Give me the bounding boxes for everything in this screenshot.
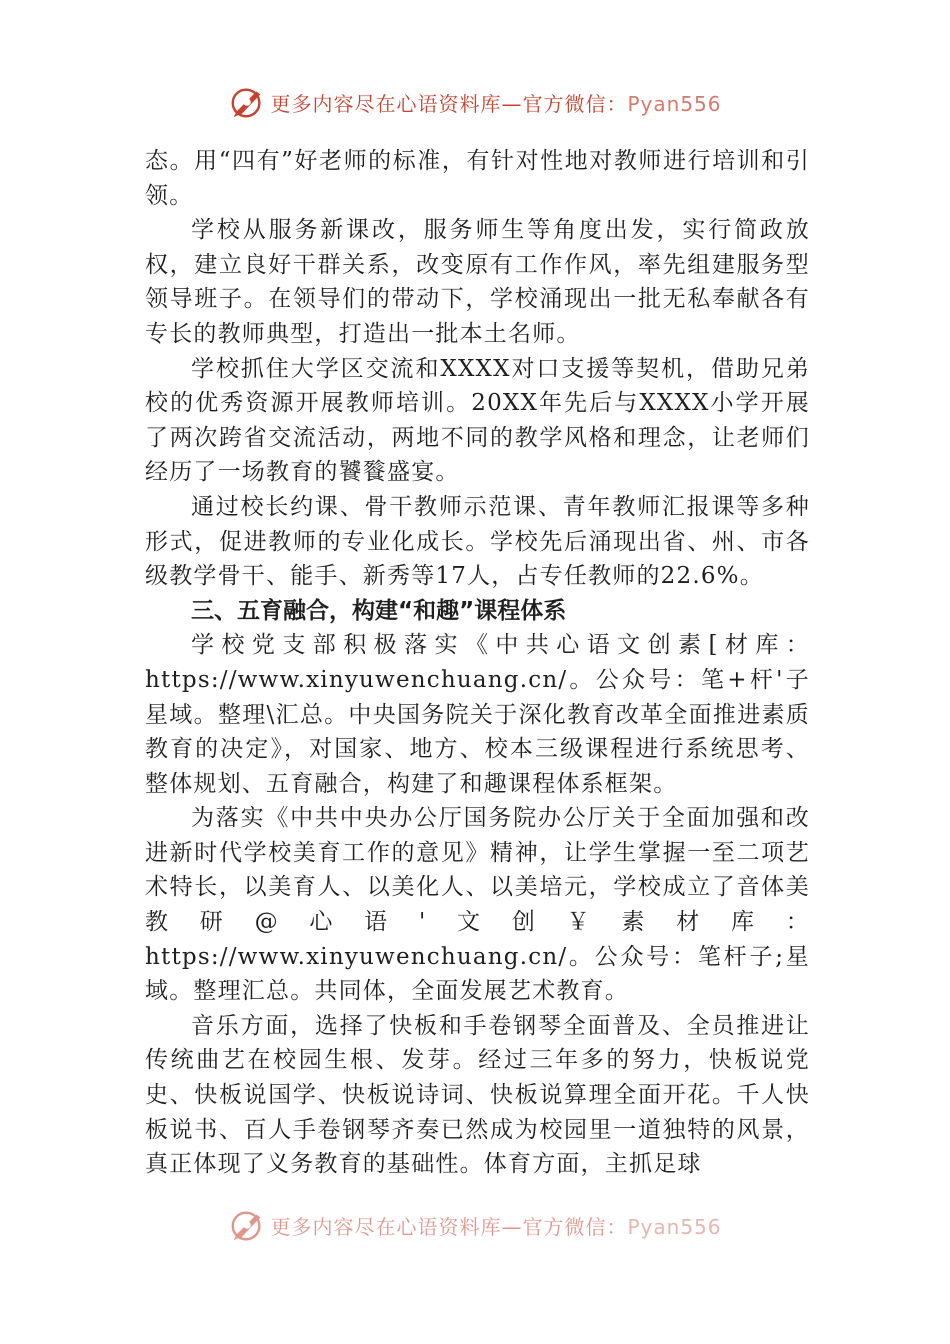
- brand-slogan: 更多内容尽在心语资料库—官方微信：: [270, 1214, 628, 1239]
- brand-text: [270, 88, 721, 117]
- pen-logo-icon: [228, 83, 266, 121]
- paragraph-2: 学校从服务新课改，服务师生等角度出发，实行简政放权，建立良好干群关系，改变原有工作作风，率先组建服务型领导班子。在领导们的带动下，学校涌现出一批无私奉献各有专长的教师典型，打造出一批本土名师。: [145, 217, 810, 347]
- brand-slogan: 更多内容尽在心语资料库—官方微信：: [270, 91, 628, 116]
- header-watermark: [0, 82, 950, 122]
- brand-text: [270, 1211, 721, 1240]
- section-heading: 三、五育融合，构建“和趣”课程体系: [191, 597, 567, 624]
- paragraph-6: 为落实《中共中央办公厅国务院办公厅关于全面加强和改进新时代学校美育工作的意见》精神，让学生掌握一至二项艺术特长，以美育人、以美化人、以美培元，学校成立了音体美教研@心语'文创￥素材库：https://www.xinyuwenchuang.cn/。公众号：笔杆子;星域。整理汇总。共同体，全面发展艺术教育。: [145, 805, 810, 1005]
- document-body: [145, 144, 810, 1182]
- footer-watermark: [0, 1205, 950, 1245]
- paragraph-5: 学校党支部积极落实《中共心语文创素[材库：https://www.xinyuwenchuang.cn/。公众号：笔+杆'子星域。整理\汇总。中央国务院关于深化教育改革全面推进素质教育的决定》，对国家、地方、校本三级课程进行系统思考、整体规划、五育融合，构建了和趣课程体系框架。: [145, 632, 810, 797]
- pen-logo-icon: [228, 1206, 266, 1244]
- brand-wechat-id: Pyan556: [627, 1214, 722, 1239]
- paragraph-1: 态。用“四有”好老师的标准，有针对性地对教师进行培训和引领。: [145, 148, 810, 209]
- brand-wechat-id: Pyan556: [627, 91, 722, 116]
- paragraph-3: 学校抓住大学区交流和XXXX对口支援等契机，借助兄弟校的优秀资源开展教师培训。20XX年先后与XXXX小学开展了两次跨省交流活动，两地不同的教学风格和理念，让老师们经历了一场教育的饕餮盛宴。: [145, 355, 810, 486]
- paragraph-7: 音乐方面，选择了快板和手卷钢琴全面普及、全员推进让传统曲艺在校园生根、发芽。经过三年多的努力，快板说党史、快板说国学、快板说诗词、快板说算理全面开花。千人快板说书、百人手卷钢琴齐奏已然成为校园里一道独特的风景，真正体现了义务教育的基础性。体育方面，主抓足球: [145, 1012, 810, 1178]
- paragraph-4: 通过校长约课、骨干教师示范课、青年教师汇报课等多种形式，促进教师的专业化成长。学校先后涌现出省、州、市各级教学骨干、能手、新秀等17人，占专任教师的22.6%。: [145, 493, 810, 590]
